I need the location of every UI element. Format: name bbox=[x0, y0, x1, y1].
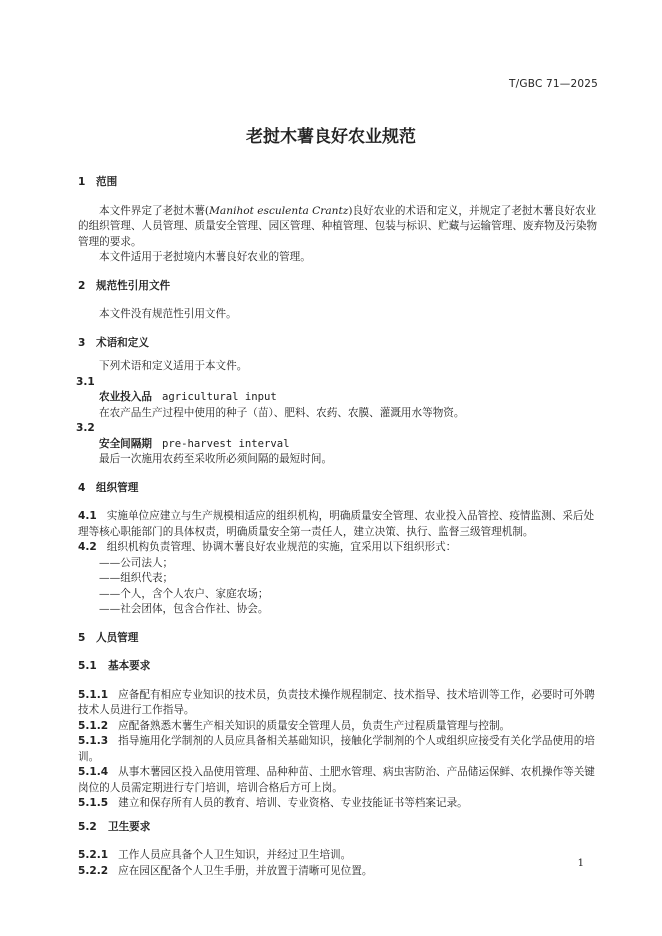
section-number: 3 bbox=[78, 336, 86, 349]
list-item: ——社会团体，包含合作社、协会。 bbox=[99, 603, 269, 615]
section-heading bbox=[78, 481, 600, 497]
subsection-heading bbox=[78, 659, 600, 675]
section-title: 人员管理 bbox=[96, 631, 139, 644]
clause-number: 4.1 bbox=[78, 510, 97, 522]
section-title: 术语和定义 bbox=[96, 336, 149, 349]
clause bbox=[78, 848, 600, 864]
clause-text: 建立和保存所有人员的教育、培训、专业资格、专业技能证书等档案记录。 bbox=[118, 797, 468, 809]
clause bbox=[78, 864, 600, 880]
section-heading bbox=[78, 336, 600, 352]
clause-text: 指导施用化学制剂的人员应具备相关基础知识，接触化学制剂的个人或组织应接受有关化学品使用的培训。 bbox=[78, 735, 595, 763]
clause-number: 5.1.1 bbox=[78, 688, 109, 701]
section-heading bbox=[78, 631, 600, 647]
list-item: ——组织代表； bbox=[99, 572, 174, 584]
latin-name: Manihot esculenta Crantz bbox=[209, 204, 349, 217]
clause-text: 应配备熟悉木薯生产相关知识的质量安全管理人员，负责生产过程质量管理与控制。 bbox=[118, 719, 511, 732]
subsection-number: 5.1 bbox=[78, 660, 97, 672]
term-en: pre-harvest interval bbox=[161, 437, 290, 450]
clause-text: 从事木薯园区投入品使用管理、品种种苗、土肥水管理、病虫害防治、产品储运保鲜、农机操作等关键岗位的人员需定期进行专门培训，培训合格后方可上岗。 bbox=[78, 766, 595, 794]
clause-text: 实施单位应建立与生产规模相适应的组织机构，明确质量安全管理、农业投入品管控、疫情监测、采后处理等核心职能部门的具体权责，明确质量安全第一责任人，建立决策、执行、监督三级管理机制。 bbox=[78, 510, 595, 538]
clause bbox=[78, 688, 600, 719]
term-name bbox=[78, 390, 600, 406]
document-title: 老挝木薯良好农业规范 bbox=[246, 127, 416, 147]
clause bbox=[78, 509, 600, 540]
clause-number: 4.2 bbox=[78, 541, 97, 553]
term-en: agricultural input bbox=[161, 391, 277, 403]
text-run: 本文件界定了老挝木薯( bbox=[99, 204, 210, 217]
text-run: )良好农业的术语和定义，并规定了老挝木薯良好农业的组织管理、人员管理、质量安全管理、园区管理、种植管理、包装与标识、贮藏与运输管理、废弃物及污染物管理的要求。 bbox=[78, 204, 598, 248]
paragraph: 本文件没有规范性引用文件。 bbox=[99, 308, 237, 320]
paragraph: 下列术语和定义适用于本文件。 bbox=[99, 360, 248, 372]
section-number: 1 bbox=[78, 176, 86, 188]
term-zh: 安全间隔期 bbox=[99, 437, 152, 450]
paragraph bbox=[78, 204, 600, 251]
clause-number: 5.1.2 bbox=[78, 719, 109, 732]
clause bbox=[78, 719, 600, 735]
clause-number: 5.2.2 bbox=[78, 864, 109, 877]
page-number: 1 bbox=[577, 858, 584, 869]
term-number: 3.2 bbox=[76, 422, 95, 434]
section-heading bbox=[78, 279, 600, 295]
clause-text: 应在园区配备个人卫生手册，并放置于清晰可见位置。 bbox=[118, 864, 373, 877]
clause-text: 应备配有相应专业知识的技术员，负责技术操作规程制定、技术指导、技术培训等工作，必要时可外聘技术人员进行工作指导。 bbox=[78, 688, 595, 716]
clause bbox=[78, 734, 600, 765]
term-name bbox=[78, 437, 600, 453]
clause bbox=[78, 540, 600, 556]
clause bbox=[78, 765, 600, 796]
list-item: ——个人，含个人农户、家庭农场； bbox=[99, 587, 269, 600]
clause-text: 组织机构负责管理、协调木薯良好农业规范的实施，宜采用以下组织形式： bbox=[106, 541, 457, 553]
term-definition: 在农产品生产过程中使用的种子（苗）、肥料、农药、农膜、灌溉用水等物资。 bbox=[99, 406, 465, 419]
clause bbox=[78, 796, 600, 812]
term-zh: 农业投入品 bbox=[99, 391, 152, 403]
subsection-title: 基本要求 bbox=[108, 660, 151, 672]
section-number: 5 bbox=[78, 631, 86, 644]
term-number: 3.1 bbox=[76, 375, 95, 388]
list-item: ——公司法人； bbox=[99, 556, 174, 569]
term-definition: 最后一次施用农药至采收所必须间隔的最短时间。 bbox=[99, 453, 333, 465]
subsection-title: 卫生要求 bbox=[108, 820, 151, 833]
clause-number: 5.2.1 bbox=[78, 849, 109, 861]
clause-number: 5.1.3 bbox=[78, 735, 109, 747]
clause-number: 5.1.4 bbox=[78, 766, 109, 778]
section-number: 2 bbox=[78, 279, 86, 292]
subsection-heading bbox=[78, 820, 600, 836]
section-title: 范围 bbox=[96, 176, 118, 188]
subsection-number: 5.2 bbox=[78, 820, 97, 833]
section-title: 组织管理 bbox=[96, 481, 139, 494]
standard-code: T/GBC 71—2025 bbox=[509, 78, 598, 90]
section-title: 规范性引用文件 bbox=[96, 279, 171, 292]
section-heading bbox=[78, 175, 600, 191]
document-body bbox=[78, 175, 600, 879]
section-number: 4 bbox=[78, 481, 86, 494]
clause-text: 工作人员应具备个人卫生知识，并经过卫生培训。 bbox=[118, 849, 352, 861]
paragraph: 本文件适用于老挝境内木薯良好农业的管理。 bbox=[99, 251, 311, 263]
clause-number: 5.1.5 bbox=[78, 797, 109, 809]
